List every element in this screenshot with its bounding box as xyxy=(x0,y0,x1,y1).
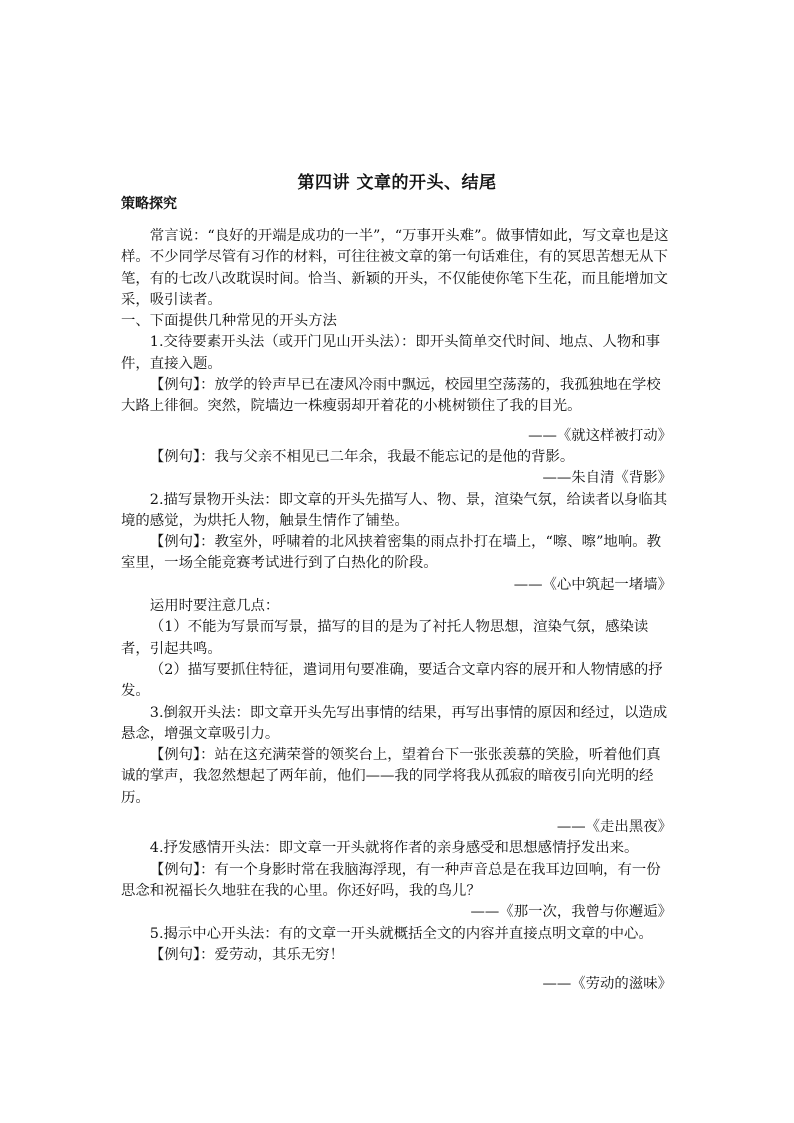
method-1: 1.交待要素开头法（或开门见山开头法）：即开头简单交代时间、地点、人物和事件，直接入题。 xyxy=(121,334,661,372)
method-4: 4.抒发感情开头法：即文章一开头就将作者的亲身感受和思想感情抒发出来。 xyxy=(149,840,639,857)
intro-paragraph: 常言说：“良好的开端是成功的一半”，“万事开头难”。做事情如此，写文章也是这样。不少同学尽管有习作的材料，可往往被文章的第一句话难住，有的冥思苦想无从下笔，有的七改八改耽误时间。恰当、新颖的开头，不仅能使你笔下生花，而且能增加文采，吸引读者。 xyxy=(121,228,669,308)
method-3: 3.倒叙开头法：即文章开头先写出事情的结果，再写出事情的原因和经过，以造成悬念，增强文章吸引力。 xyxy=(121,704,668,742)
example-4-source: ——《走出黑夜》 xyxy=(556,819,672,836)
example-2: 【例句】：我与父亲不相见已二年余，我最不能忘记的是他的背影。 xyxy=(149,448,575,465)
example-1: 【例句】：放学的铃声早已在凄风冷雨中飘远，校园里空荡荡的，我孤独地在学校大路上徘徊。突然，院墙边一株瘦弱却开着花的小桃树锁住了我的目光。 xyxy=(121,377,661,415)
example-3: 【例句】：教室外，呼啸着的北风挟着密集的雨点扑打在墙上，“嚓、嚓”地响。教室里，一场全能竞赛考试进行到了白热化的阶段。 xyxy=(121,534,661,572)
note-1: （1）不能为写景而写景，描写的目的是为了衬托人物思想，渲染气氛，感染读者，引起共鸣。 xyxy=(121,619,649,657)
method-5: 5.揭示中心开头法：有的文章一开头就概括全文的内容并直接点明文章的中心。 xyxy=(149,925,653,942)
example-4: 【例句】：站在这充满荣誉的领奖台上，望着台下一张张羡慕的笑脸，听着他们真诚的掌声，我忽然想起了两年前，他们——我的同学将我从孤寂的暗夜引向光明的经历。 xyxy=(121,747,661,806)
example-1-source: ——《就这样被打动》 xyxy=(528,427,672,444)
note-2: （2）描写要抓住特征，遣词用句要准确，要适合文章内容的展开和人物情感的抒发。 xyxy=(121,661,663,700)
example-5-source: ——《那一次，我曾与你邂逅》 xyxy=(470,904,672,921)
notes-heading: 运用时要注意几点： xyxy=(149,598,280,615)
example-2-source: ——朱自清《背影》 xyxy=(542,470,672,487)
lesson-title: 第四讲 文章的开头、结尾 xyxy=(297,173,497,193)
example-6-source: ——《劳动的滋味》 xyxy=(542,976,672,993)
example-3-source: ——《心中筑起一堵墙》 xyxy=(513,576,672,593)
section-heading: 策略探究 xyxy=(121,196,177,212)
document-body xyxy=(121,226,672,995)
methods-list-title: 一、下面提供几种常见的开头方法 xyxy=(121,313,337,330)
example-5: 【例句】：有一个身影时常在我脑海浮现，有一种声音总是在我耳边回响，有一份思念和祝福长久地驻在我的心里。你还好吗，我的鸟儿？ xyxy=(121,861,661,899)
example-6: 【例句】：爱劳动，其乐无穷！ xyxy=(149,946,345,963)
method-2: 2.描写景物开头法：即文章的开头先描写人、物、景，渲染气氛，给读者以身临其境的感觉，为烘托人物，触景生情作了铺垫。 xyxy=(121,491,668,529)
